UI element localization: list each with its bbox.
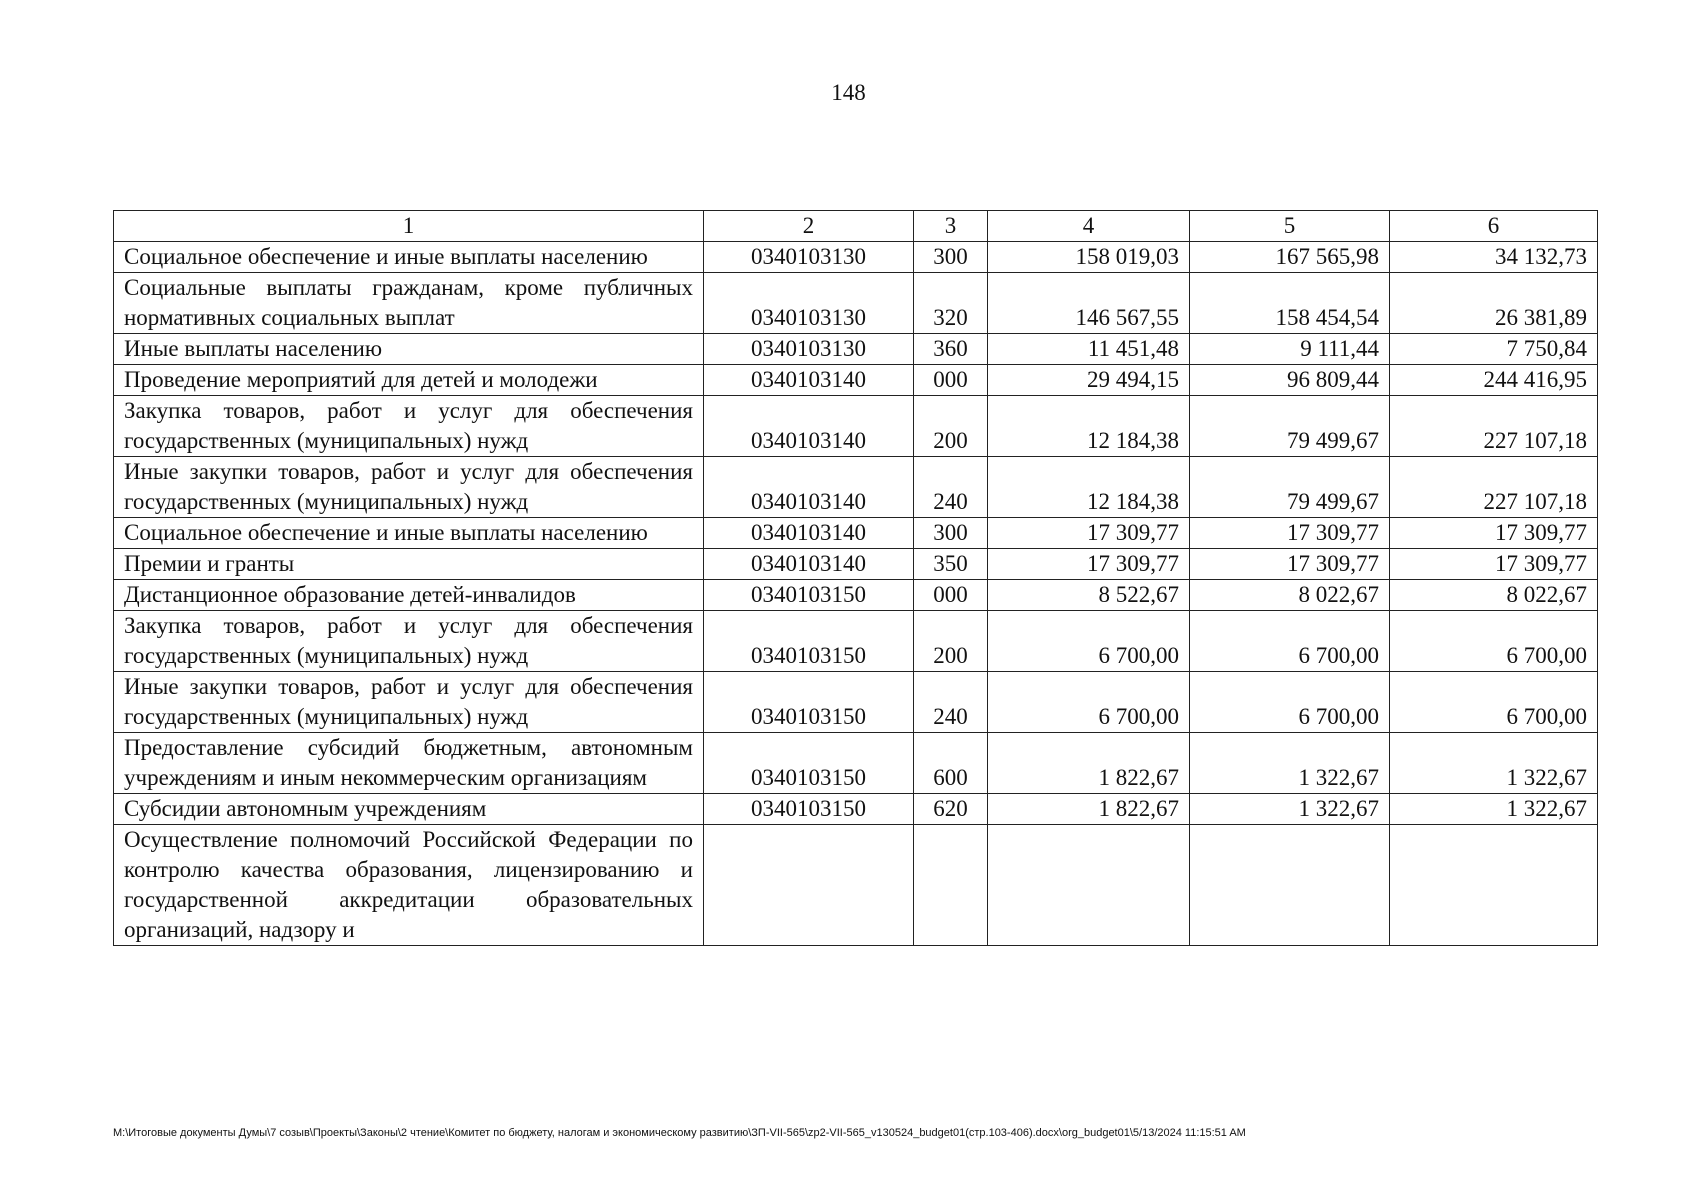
- row-expense-type: 000: [914, 365, 988, 396]
- table-row: [114, 242, 1598, 273]
- row-value-5: 6 700,00: [1190, 611, 1390, 672]
- row-name: Социальные выплаты гражданам, кроме публичных нормативных социальных выплат: [114, 273, 704, 334]
- row-code: 0340103150: [704, 672, 914, 733]
- row-value-4: 1 822,67: [988, 733, 1190, 794]
- row-expense-type: 300: [914, 518, 988, 549]
- row-value-5: 79 499,67: [1190, 457, 1390, 518]
- row-value-6: 7 750,84: [1390, 334, 1598, 365]
- row-value-5: [1190, 825, 1390, 946]
- row-name: Иные выплаты населению: [114, 334, 704, 365]
- row-value-4: 6 700,00: [988, 611, 1190, 672]
- row-name: Социальное обеспечение и иные выплаты населению: [114, 242, 704, 273]
- row-value-5: 1 322,67: [1190, 733, 1390, 794]
- row-code: 0340103130: [704, 334, 914, 365]
- table-row: [114, 457, 1598, 518]
- row-value-6: [1390, 825, 1598, 946]
- row-value-6: 26 381,89: [1390, 273, 1598, 334]
- row-value-4: 12 184,38: [988, 396, 1190, 457]
- row-value-6: 6 700,00: [1390, 672, 1598, 733]
- row-value-4: 158 019,03: [988, 242, 1190, 273]
- row-expense-type: 620: [914, 794, 988, 825]
- row-value-5: 96 809,44: [1190, 365, 1390, 396]
- row-expense-type: 350: [914, 549, 988, 580]
- column-header-5: 5: [1190, 211, 1390, 242]
- row-name: Иные закупки товаров, работ и услуг для обеспечения государственных (муниципальных) нужд: [114, 672, 704, 733]
- row-expense-type: 360: [914, 334, 988, 365]
- row-expense-type: 000: [914, 580, 988, 611]
- row-value-4: 1 822,67: [988, 794, 1190, 825]
- row-value-6: 17 309,77: [1390, 549, 1598, 580]
- row-value-5: 6 700,00: [1190, 672, 1390, 733]
- row-code: 0340103150: [704, 611, 914, 672]
- row-value-5: 9 111,44: [1190, 334, 1390, 365]
- row-name: Социальное обеспечение и иные выплаты населению: [114, 518, 704, 549]
- row-code: 0340103140: [704, 549, 914, 580]
- row-value-4: 17 309,77: [988, 549, 1190, 580]
- table-row: [114, 273, 1598, 334]
- column-header-3: 3: [914, 211, 988, 242]
- row-name: Иные закупки товаров, работ и услуг для обеспечения государственных (муниципальных) нужд: [114, 457, 704, 518]
- row-code: 0340103140: [704, 518, 914, 549]
- row-expense-type: 240: [914, 457, 988, 518]
- table-row: [114, 794, 1598, 825]
- row-expense-type: 300: [914, 242, 988, 273]
- row-name: Осуществление полномочий Российской Федерации по контролю качества образования, лицензированию и государственной аккредитации образовательных организаций, надзору и: [114, 825, 704, 946]
- column-header-2: 2: [704, 211, 914, 242]
- row-value-5: 79 499,67: [1190, 396, 1390, 457]
- row-value-4: [988, 825, 1190, 946]
- column-header-6: 6: [1390, 211, 1598, 242]
- budget-table: [113, 210, 1598, 946]
- row-name: Проведение мероприятий для детей и молодежи: [114, 365, 704, 396]
- row-code: 0340103150: [704, 733, 914, 794]
- row-code: [704, 825, 914, 946]
- row-expense-type: 600: [914, 733, 988, 794]
- row-name: Премии и гранты: [114, 549, 704, 580]
- table-row: [114, 672, 1598, 733]
- row-value-4: 8 522,67: [988, 580, 1190, 611]
- table-row: [114, 334, 1598, 365]
- row-code: 0340103140: [704, 457, 914, 518]
- row-name: Субсидии автономным учреждениям: [114, 794, 704, 825]
- table-row: [114, 365, 1598, 396]
- row-name: Дистанционное образование детей-инвалидов: [114, 580, 704, 611]
- row-value-6: 8 022,67: [1390, 580, 1598, 611]
- row-value-4: 146 567,55: [988, 273, 1190, 334]
- row-value-6: 6 700,00: [1390, 611, 1598, 672]
- table-row: [114, 611, 1598, 672]
- row-value-6: 1 322,67: [1390, 794, 1598, 825]
- row-value-5: 1 322,67: [1190, 794, 1390, 825]
- column-header-4: 4: [988, 211, 1190, 242]
- row-value-6: 227 107,18: [1390, 457, 1598, 518]
- table-row: [114, 733, 1598, 794]
- row-value-6: 1 322,67: [1390, 733, 1598, 794]
- table-row: [114, 396, 1598, 457]
- row-value-6: 17 309,77: [1390, 518, 1598, 549]
- row-name: Закупка товаров, работ и услуг для обеспечения государственных (муниципальных) нужд: [114, 611, 704, 672]
- row-value-4: 17 309,77: [988, 518, 1190, 549]
- row-value-5: 17 309,77: [1190, 549, 1390, 580]
- table-row: [114, 580, 1598, 611]
- row-name: Предоставление субсидий бюджетным, автономным учреждениям и иным некоммерческим организациям: [114, 733, 704, 794]
- row-value-5: 167 565,98: [1190, 242, 1390, 273]
- row-value-5: 8 022,67: [1190, 580, 1390, 611]
- table-header-row: [114, 211, 1598, 242]
- budget-table-body: [114, 211, 1598, 946]
- row-expense-type: 200: [914, 611, 988, 672]
- column-header-1: 1: [114, 211, 704, 242]
- table-row: [114, 549, 1598, 580]
- row-value-4: 6 700,00: [988, 672, 1190, 733]
- row-code: 0340103140: [704, 365, 914, 396]
- page-number: 148: [831, 80, 866, 105]
- row-code: 0340103140: [704, 396, 914, 457]
- row-expense-type: 320: [914, 273, 988, 334]
- document-file-path-footer: M:\Итоговые документы Думы\7 созыв\Проекты\Законы\2 чтение\Комитет по бюджету, налогам и экономическому развитию\ЗП-VII-565\zp2-VII-565_v130524_budget01(стр.103-406).docx\org_budget01\5/13/2024 11:15:51 AM: [113, 1127, 1246, 1139]
- row-code: 0340103150: [704, 794, 914, 825]
- row-value-5: 158 454,54: [1190, 273, 1390, 334]
- row-expense-type: [914, 825, 988, 946]
- row-value-6: 34 132,73: [1390, 242, 1598, 273]
- row-name: Закупка товаров, работ и услуг для обеспечения государственных (муниципальных) нужд: [114, 396, 704, 457]
- row-code: 0340103150: [704, 580, 914, 611]
- row-expense-type: 240: [914, 672, 988, 733]
- row-value-4: 29 494,15: [988, 365, 1190, 396]
- table-row: [114, 518, 1598, 549]
- row-value-4: 11 451,48: [988, 334, 1190, 365]
- row-value-6: 244 416,95: [1390, 365, 1598, 396]
- row-value-5: 17 309,77: [1190, 518, 1390, 549]
- row-value-4: 12 184,38: [988, 457, 1190, 518]
- row-expense-type: 200: [914, 396, 988, 457]
- row-code: 0340103130: [704, 242, 914, 273]
- row-value-6: 227 107,18: [1390, 396, 1598, 457]
- table-row: [114, 825, 1598, 946]
- row-code: 0340103130: [704, 273, 914, 334]
